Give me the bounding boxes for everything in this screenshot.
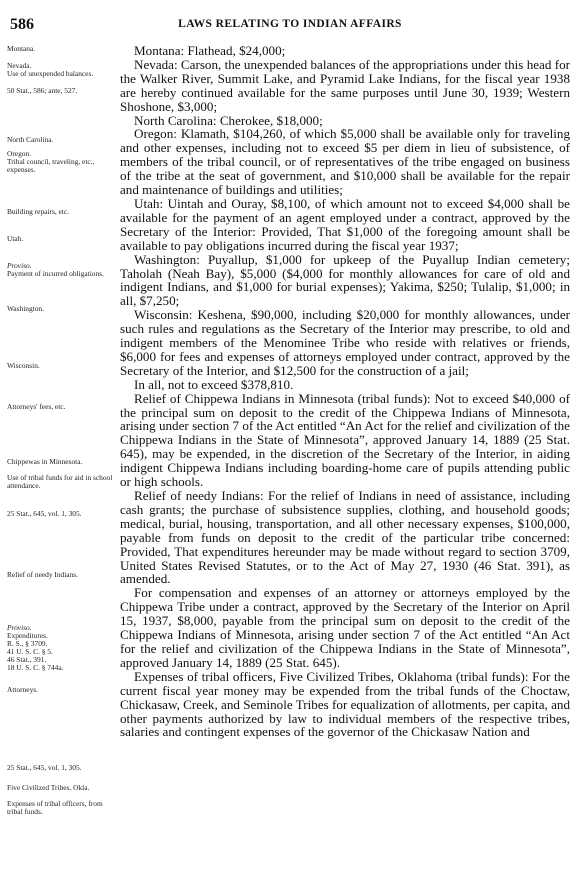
margin-note: North Carolina.: [7, 135, 54, 144]
paragraph-five-civilized-tribes: Expenses of tribal officers, Five Civilized Tribes, Oklahoma (tribal funds): For the current fiscal year money may be expended from the tribal funds of the Choctaw, Chickasaw, Creek, and Seminole Tribes for equalization of allotments, per capita, and other payments authorized by law to individual members of the respective tribes, salaries and contingent expenses of the governor of the Chickasaw Nation and: [120, 668, 570, 740]
margin-note: Proviso.: [7, 261, 32, 270]
paragraph-nevada: Nevada: Carson, the unexpended balances of the appropriations under this head for the Walker River, Summit Lake, and Pyramid Lake Indians, for the fiscal year 1938 are hereby continued available for the same purposes until June 30, 1939; Western Shoshone, $3,000;: [120, 56, 570, 114]
margin-note: Five Civilized Tribes, Okla.: [7, 783, 90, 792]
paragraph-washington: Washington: Puyallup, $1,000 for upkeep of the Puyallup Indian cemetery; Taholah (Neah Bay), $5,000 ($4,000 for monthly allowances for care of old and indigent Indians, and $1,000 for burial expenses); Yakima, $250; Tulalip, $1,000; in all, $7,250;: [120, 251, 570, 309]
body-text: [120, 44, 570, 739]
margin-note: 46 Stat., 391.: [7, 655, 47, 664]
margin-note: Nevada.: [7, 61, 32, 70]
paragraph-needy-indians: Relief of needy Indians: For the relief of Indians in need of assistance, including cash grants; the purchase of subsistence supplies, clothing, and household goods; medical, burial, housing, transportation, and all other necessary expenses, $100,000, payable from funds on deposit to the credit of the particular tribe concerned: Provided, That expenditures hereunder may be made without regard to section 3709, United States Revised Statutes, or to the Act of May 27, 1930 (46 Stat. 391), as amended.: [120, 488, 570, 587]
paragraph-attorneys: For compensation and expenses of an attorney or attorneys employed by the Chippewa Tribe under a contract, approved by the Secretary of the Interior on April 15, 1937, $8,000, payable from the principal sum on deposit to the credit of the Chippewa Indians of Minnesota, arising under section 7 of the Act entitled “An Act for the relief and civilization of the Chippewa Indians in the State of Minnesota”, approved January 14, 1889 (25 Stat. 645).: [120, 585, 570, 670]
paragraph-north-carolina: North Carolina: Cherokee, $18,000;: [134, 112, 323, 128]
margin-note: Utah.: [7, 234, 24, 243]
margin-note: Chippewas in Minnesota.: [7, 457, 83, 466]
margin-note: R. S., § 3709.: [7, 639, 48, 648]
margin-note: Payment of incurred obligations.: [7, 269, 104, 278]
paragraph-utah: Utah: Uintah and Ouray, $8,100, of which amount not to exceed $4,000 shall be available for the payment of an agent employed under a contract, approved by the Secretary of the Interior: Provided, That $1,000 of the foregoing amount shall be available to pay obligations incurred during the fiscal year 1937;: [120, 195, 570, 253]
margin-note: Tribal council, traveling, etc., expenses.: [7, 157, 95, 174]
margin-note: 25 Stat., 645, vol. 1, 305.: [7, 509, 82, 518]
paragraph-oregon: Oregon: Klamath, $104,260, of which $5,000 shall be available only for traveling and other expenses, including not to exceed $5 per diem in lieu of subsistence, of members of the tribal council, or of representatives of the tribe engaged on business of the tribe at the seat of government, and $10,000 shall be available for the repair and maintenance of buildings and utilities;: [120, 126, 570, 198]
margin-note: Relief of needy Indians.: [7, 570, 79, 579]
margin-note: Montana.: [7, 44, 36, 53]
margin-note: 25 Stat., 645, vol. 1, 305.: [7, 763, 82, 772]
margin-note: Attorneys.: [7, 685, 38, 694]
page-header: [10, 16, 570, 36]
margin-note: 41 U. S. C. § 5.: [7, 647, 53, 656]
margin-note: Expenditures.: [7, 631, 48, 640]
margin-note: Expenses of tribal officers, from tribal funds.: [7, 799, 103, 816]
margin-note: Use of unexpended balances.: [7, 69, 94, 78]
margin-note: Proviso.: [7, 623, 32, 632]
paragraph-chippewa-relief: Relief of Chippewa Indians in Minnesota (tribal funds): Not to exceed $40,000 of the principal sum on deposit to the credit of the Chippewa Indians of Minnesota, arising under section 7 of the Act entitled “An Act for the relief and civilization of the Chippewa Indians in the State of Minnesota”, approved January 14, 1889 (25 Stat. 645), may be expended, in the discretion of the Secretary of the Interior, in aiding indigent Chippewa Indians including boarding-home care of pupils attending public or high schools.: [120, 390, 570, 490]
margin-note: Attorneys' fees, etc.: [7, 402, 66, 411]
margin-note: Use of tribal funds for aid in school attendance.: [7, 473, 113, 490]
margin-note: Oregon.: [7, 149, 32, 158]
paragraph-total: In all, not to exceed $378,810.: [134, 376, 294, 392]
margin-note: Building repairs, etc.: [7, 207, 69, 216]
margin-note: 50 Stat., 586; ante, 527.: [7, 86, 78, 95]
margin-note: 18 U. S. C. § 744a.: [7, 663, 64, 672]
running-title: LAWS RELATING TO INDIAN AFFAIRS: [178, 18, 402, 30]
margin-note: Washington.: [7, 304, 44, 313]
paragraph-montana: Montana: Flathead, $24,000;: [134, 43, 286, 58]
paragraph-wisconsin: Wisconsin: Keshena, $90,000, including $20,000 for monthly allowances, under such rules and regulations as the Secretary of the Interior may prescribe, to old and indigent members of the Menominee Tribe who reside with relatives or friends, $6,000 for fees and expenses of attorneys employed under contract, approved by the Secretary of the Interior, and $12,500 for the construction of a jail;: [120, 307, 570, 378]
margin-note: Wisconsin.: [7, 361, 40, 370]
page-number: 586: [10, 16, 34, 33]
